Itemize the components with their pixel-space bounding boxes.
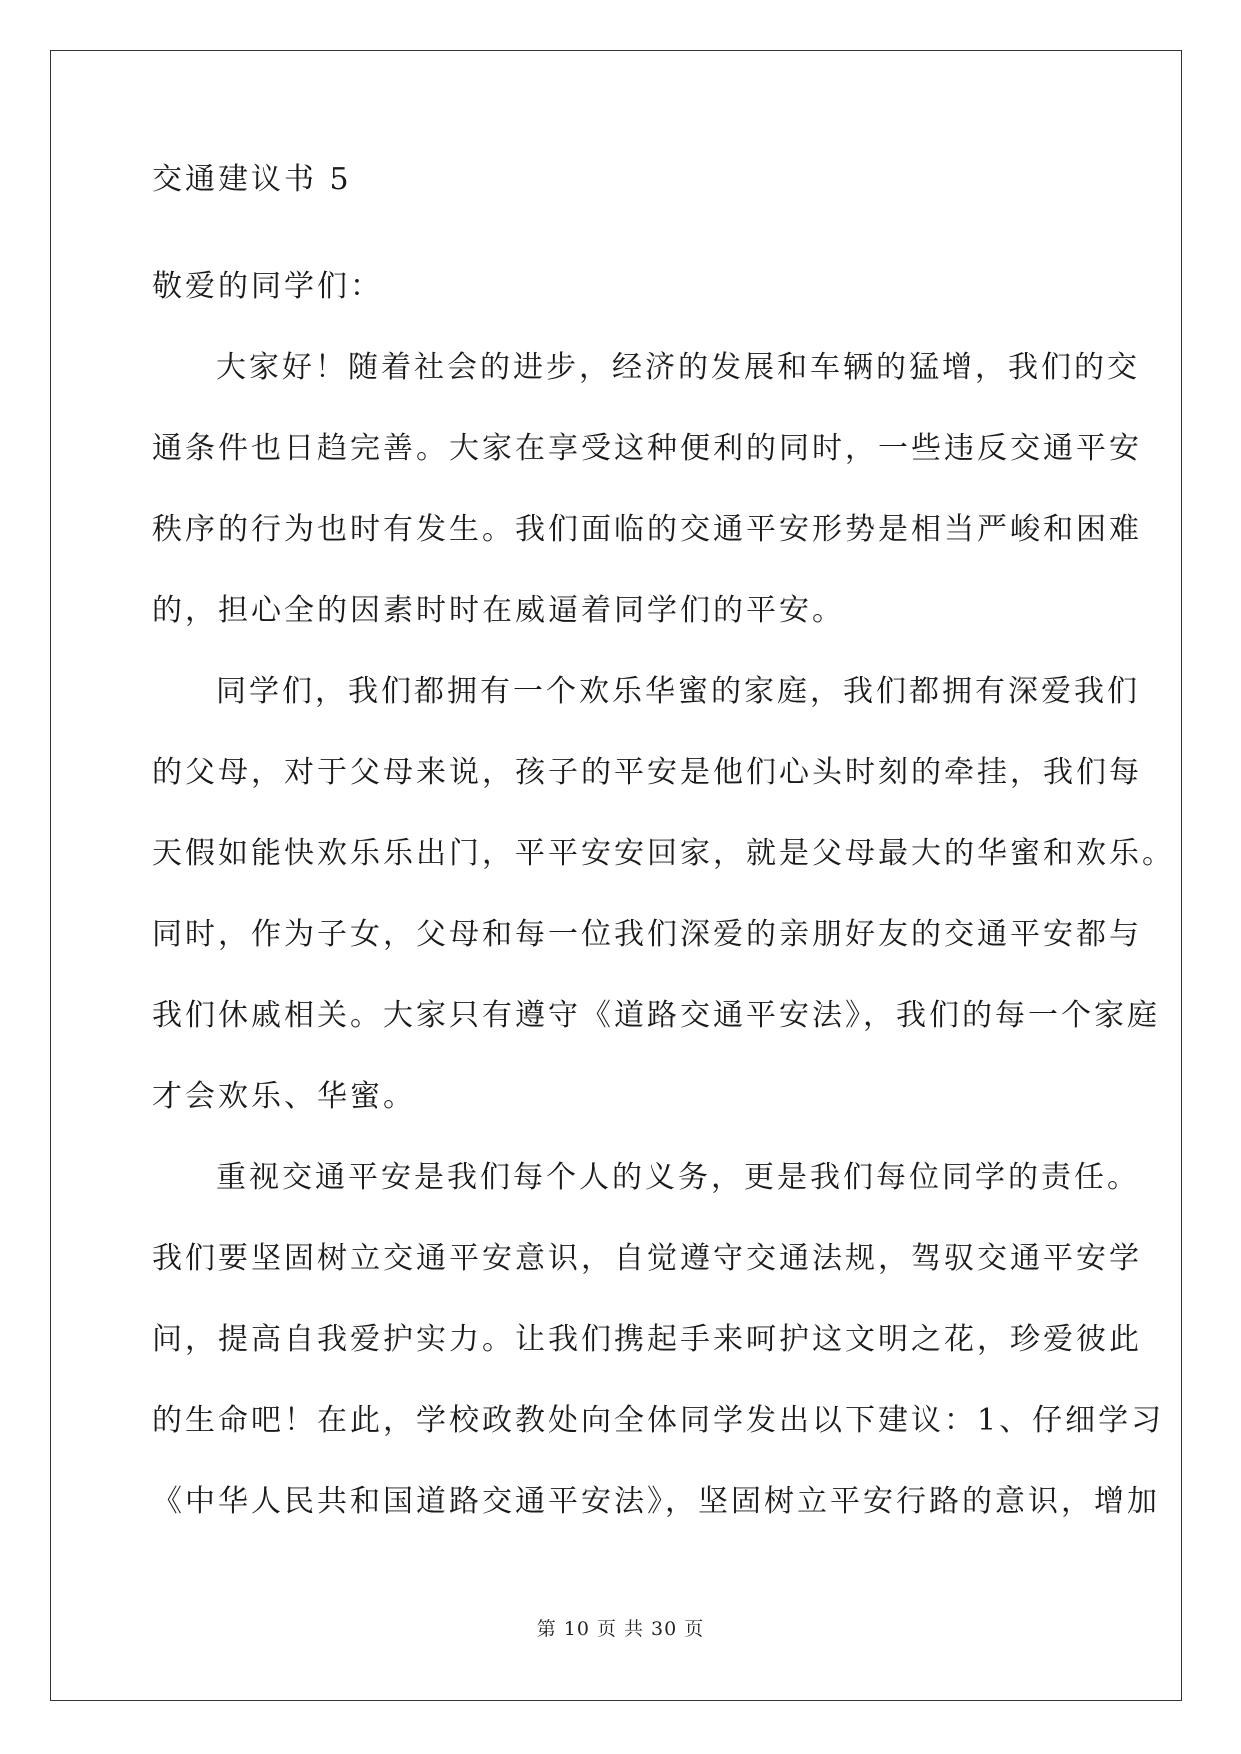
paragraph-line: 大家好！随着社会的进步，经济的发展和车辆的猛增，我们的交 — [216, 350, 1140, 385]
salutation: 敬爱的同学们： — [152, 269, 383, 304]
page-number-footer: 第 10 页 共 30 页 — [536, 1618, 705, 1640]
paragraph-line: 的父母，对于父母来说，孩子的平安是他们心头时刻的牵挂，我们每 — [152, 755, 1142, 790]
paragraph-line: 通条件也日趋完善。大家在享受这种便利的同时，一些违反交通平安 — [152, 431, 1142, 466]
document-body — [152, 162, 1175, 1542]
paragraph-line: 才会欢乐、华蜜。 — [152, 1079, 416, 1114]
paragraph-line: 的生命吧！在此，学校政教处向全体同学发出以下建议：1、仔细学习 — [152, 1403, 1165, 1438]
paragraph-line: 重视交通平安是我们每个人的义务，更是我们每位同学的责任。 — [216, 1160, 1140, 1195]
document-title: 交通建议书 5 — [152, 162, 352, 197]
paragraph-line: 我们要坚固树立交通平安意识，自觉遵守交通法规，驾驭交通平安学 — [152, 1241, 1142, 1276]
paragraph-line: 我们休戚相关。大家只有遵守《道路交通平安法》，我们的每一个家庭 — [152, 998, 1160, 1033]
paragraph-line: 天假如能快欢乐乐出门，平平安安回家，就是父母最大的华蜜和欢乐。 — [152, 836, 1175, 871]
paragraph-line: 同时，作为子女，父母和每一位我们深爱的亲朋好友的交通平安都与 — [152, 917, 1142, 952]
paragraph-line: 秩序的行为也时有发生。我们面临的交通平安形势是相当严峻和困难 — [152, 512, 1142, 547]
paragraph-line: 《中华人民共和国道路交通平安法》，坚固树立平安行路的意识，增加 — [152, 1484, 1160, 1519]
paragraph-line: 的，担心全的因素时时在威逼着同学们的平安。 — [152, 593, 845, 628]
paragraph-line: 问，提高自我爱护实力。让我们携起手来呵护这文明之花，珍爱彼此 — [152, 1322, 1142, 1357]
paragraph-line: 同学们，我们都拥有一个欢乐华蜜的家庭，我们都拥有深爱我们 — [216, 674, 1140, 709]
